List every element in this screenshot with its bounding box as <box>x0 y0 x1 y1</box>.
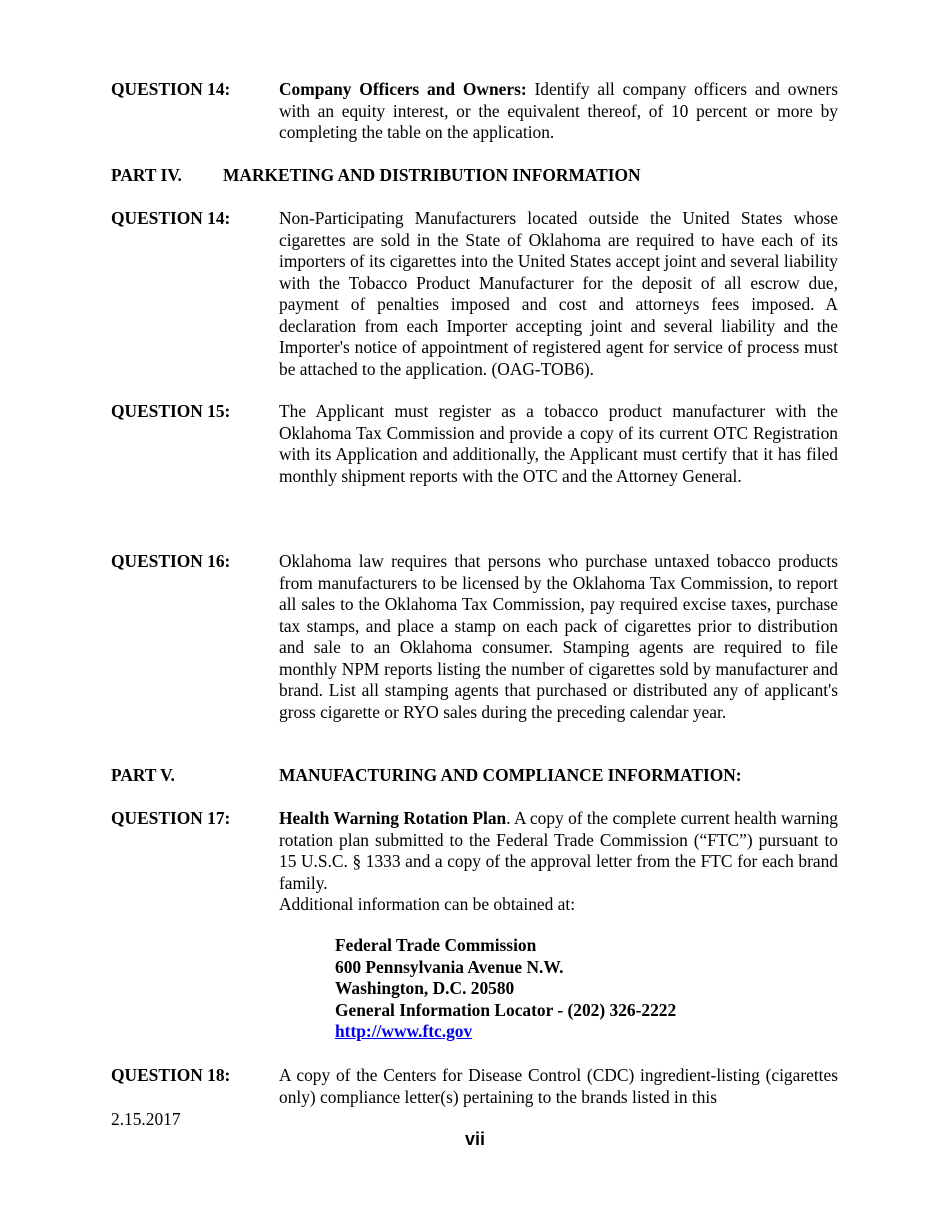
part-iv-title: MARKETING AND DISTRIBUTION INFORMATION <box>223 165 641 185</box>
question-text: The Applicant must register as a tobacco product manufacturer with the Oklahoma Tax Commission and provide a copy of its current OTC Registration with its Application and additionally, the Applicant must certify that it has filed monthly shipment reports with the OTC and the Attorney General. <box>279 401 838 486</box>
question-text: Identify all company officers and owners with an equity interest, or the equivalent thereof, of 10 percent or more by completing the table on the application. <box>279 79 838 142</box>
question-extra: Additional information can be obtained at: <box>279 894 576 914</box>
question-body <box>279 808 838 916</box>
question-text: . A copy of the complete current health warning rotation plan submitted to the Federal Trade Commission (“FTC”) pursuant to 15 U.S.C. § 1333 and a copy of the approval letter from the FTC for each brand family. <box>279 808 838 893</box>
question-label: QUESTION 14: <box>111 79 231 99</box>
question-label: QUESTION 15: <box>111 401 231 421</box>
question-text: A copy of the Centers for Disease Control (CDC) ingredient-listing (cigarettes only) compliance letter(s) pertaining to the brands listed in this <box>279 1065 838 1107</box>
address-name: Federal Trade Commission <box>335 935 537 955</box>
address-phone: General Information Locator - (202) 326-2222 <box>335 999 677 1020</box>
question-body <box>279 79 838 144</box>
question-label: QUESTION 17: <box>111 808 231 828</box>
question-label: QUESTION 16: <box>111 551 231 571</box>
page-number: vii <box>464 1129 485 1149</box>
question-lead: Company Officers and Owners: <box>279 79 527 99</box>
question-label: QUESTION 18: <box>111 1065 231 1085</box>
ftc-address <box>335 935 676 1043</box>
address-street: 600 Pennsylvania Avenue N.W. <box>335 956 564 977</box>
question-text: Non-Participating Manufacturers located outside the United States whose cigarettes are sold in the State of Oklahoma are required to have each of its importers of its cigarettes into the United States accept joint and several liability with the Tobacco Product Manufacturer for the deposit of all escrow due, payment of penalties imposed and cost and attorneys fees imposed. A declaration from each Importer accepting joint and several liability and the Importer's notice of appointment of registered agent for service of process must be attached to the application. (OAG-TOB6). <box>279 208 838 379</box>
footer-date: 2.15.2017 <box>111 1109 181 1129</box>
part-v-label: PART V. <box>111 765 175 785</box>
question-text: Oklahoma law requires that persons who purchase untaxed tobacco products from manufacturers to be licensed by the Oklahoma Tax Commission, to report all sales to the Oklahoma Tax Commission, pay required excise taxes, purchase tax stamps, and place a stamp on each pack of cigarettes prior to distribution and sale to an Oklahoma consumer. Stamping agents are required to file monthly NPM reports listing the number of cigarettes sold by manufacturer and brand. List all stamping agents that purchased or distributed any of applicant's gross cigarette or RYO sales during the preceding calendar year. <box>279 551 838 722</box>
ftc-link[interactable]: http://www.ftc.gov <box>335 1021 473 1041</box>
question-lead: Health Warning Rotation Plan <box>279 808 507 828</box>
address-city: Washington, D.C. 20580 <box>335 978 515 998</box>
part-iv-label: PART IV. <box>111 165 182 185</box>
part-v-title: MANUFACTURING AND COMPLIANCE INFORMATION: <box>279 765 742 785</box>
question-label: QUESTION 14: <box>111 208 231 228</box>
